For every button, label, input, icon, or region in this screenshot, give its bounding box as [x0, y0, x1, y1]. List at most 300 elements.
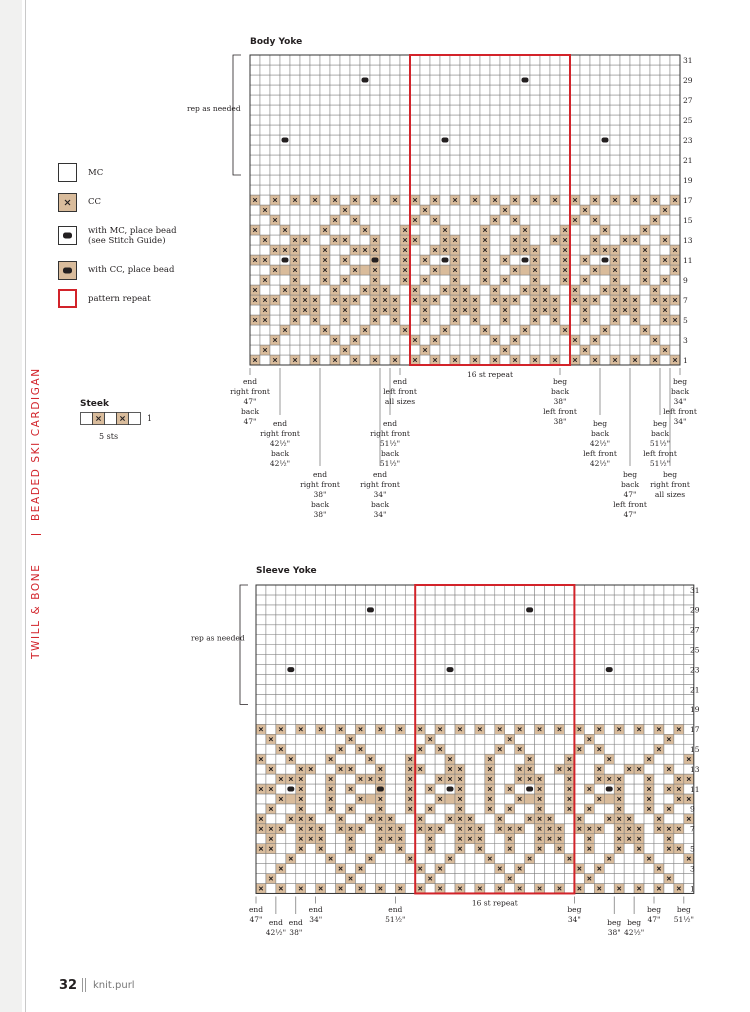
- mc-cell: [614, 874, 624, 884]
- mc-cell: [545, 764, 555, 774]
- mc-cell: [395, 605, 405, 615]
- mc-cell: [515, 814, 525, 824]
- mc-cell: [634, 794, 644, 804]
- mc-cell: [634, 784, 644, 794]
- mc-cell: [535, 694, 545, 704]
- mc-cell: [410, 325, 420, 335]
- mc-cell: [276, 675, 286, 685]
- mc-cell: [570, 305, 580, 315]
- mc-cell: [420, 185, 430, 195]
- mc-cell: [584, 764, 594, 774]
- mc-cell: [455, 744, 465, 754]
- mc-cell: [630, 335, 640, 345]
- mc-cell: [316, 665, 326, 675]
- mc-cell: [600, 215, 610, 225]
- mc-cell: [370, 115, 380, 125]
- mc-cell: [564, 675, 574, 685]
- mc-cell: [276, 685, 286, 695]
- mc-cell: [306, 864, 316, 874]
- mc-cell: [300, 355, 310, 365]
- mc-cell: [465, 884, 475, 894]
- mc-cell: [440, 145, 450, 155]
- mc-cell: [330, 145, 340, 155]
- mc-cell: [654, 625, 664, 635]
- mc-cell: [430, 145, 440, 155]
- mc-cell: [535, 864, 545, 874]
- mc-cell: [350, 325, 360, 335]
- mc-cell: [470, 235, 480, 245]
- mc-cell: [604, 834, 614, 844]
- mc-cell: [350, 125, 360, 135]
- mc-cell: [270, 225, 280, 235]
- mc-cell: [624, 605, 634, 615]
- mc-cell: [266, 635, 276, 645]
- mc-cell: [310, 285, 320, 295]
- mc-cell: [634, 754, 644, 764]
- mc-cell: [600, 315, 610, 325]
- mc-cell: [634, 814, 644, 824]
- mc-cell: [574, 675, 584, 685]
- row-number-label: 31: [690, 585, 700, 595]
- mc-cell: [380, 195, 390, 205]
- mc-cell: [405, 874, 415, 884]
- mc-cell: [400, 335, 410, 345]
- mc-cell: [505, 744, 515, 754]
- mc-cell: [674, 685, 684, 695]
- mc-cell: [555, 814, 565, 824]
- mc-cell: [490, 265, 500, 275]
- mc-cell: [320, 75, 330, 85]
- mc-cell: [310, 265, 320, 275]
- mc-cell: [634, 625, 644, 635]
- mc-cell: [564, 714, 574, 724]
- mc-cell: [465, 784, 475, 794]
- mc-cell: [385, 595, 395, 605]
- mc-cell: [624, 794, 634, 804]
- mc-cell: [510, 285, 520, 295]
- mc-cell: [670, 85, 680, 95]
- mc-cell: [440, 275, 450, 285]
- row-number-label: 7: [683, 295, 688, 305]
- mc-cell: [470, 325, 480, 335]
- mc-cell: [594, 804, 604, 814]
- mc-cell: [420, 95, 430, 105]
- mc-cell: [614, 764, 624, 774]
- mc-cell: [644, 814, 654, 824]
- mc-cell: [316, 685, 326, 695]
- mc-cell: [425, 724, 435, 734]
- mc-cell: [350, 345, 360, 355]
- mc-cell: [624, 854, 634, 864]
- mc-cell: [280, 65, 290, 75]
- mc-cell: [320, 295, 330, 305]
- mc-cell: [495, 854, 505, 864]
- mc-cell: [310, 135, 320, 145]
- mc-cell: [300, 135, 310, 145]
- mc-cell: [296, 864, 306, 874]
- mc-cell: [440, 195, 450, 205]
- mc-cell: [634, 685, 644, 695]
- mc-cell: [430, 155, 440, 165]
- mc-cell: [370, 75, 380, 85]
- mc-cell: [296, 744, 306, 754]
- mc-cell: [375, 694, 385, 704]
- mc-cell: [480, 75, 490, 85]
- mc-cell: [520, 345, 530, 355]
- mc-cell: [674, 704, 684, 714]
- row-number-label: 25: [683, 115, 693, 125]
- mc-cell: [326, 834, 336, 844]
- mc-cell: [620, 125, 630, 135]
- mc-cell: [505, 635, 515, 645]
- mc-cell: [435, 675, 445, 685]
- mc-cell: [400, 85, 410, 95]
- mc-cell: [266, 754, 276, 764]
- mc-cell: [670, 65, 680, 75]
- mc-cell: [650, 105, 660, 115]
- mc-cell: [570, 115, 580, 125]
- mc-cell: [515, 605, 525, 615]
- mc-cell: [570, 235, 580, 245]
- mc-cell: [380, 85, 390, 95]
- mc-cell: [316, 615, 326, 625]
- mc-cell: [425, 714, 435, 724]
- mc-cell: [320, 215, 330, 225]
- mc-cell: [485, 824, 495, 834]
- mc-cell: [300, 55, 310, 65]
- mc-cell: [336, 694, 346, 704]
- mc-cell: [640, 215, 650, 225]
- mc-cell: [385, 844, 395, 854]
- mc-cell: [306, 595, 316, 605]
- mc-cell: [435, 764, 445, 774]
- cc-cell: [604, 794, 614, 804]
- mc-cell: [266, 645, 276, 655]
- mc-cell: [250, 215, 260, 225]
- row-number-label: 21: [690, 685, 700, 695]
- mc-cell: [644, 595, 654, 605]
- mc-cell: [445, 744, 455, 754]
- mc-cell: [445, 694, 455, 704]
- mc-cell: [286, 734, 296, 744]
- mc-cell: [306, 744, 316, 754]
- mc-cell: [365, 635, 375, 645]
- mc-cell: [515, 685, 525, 695]
- mc-cell: [290, 205, 300, 215]
- mc-cell: [445, 714, 455, 724]
- mc-cell: [336, 595, 346, 605]
- mc-cell: [270, 65, 280, 75]
- mc-cell: [286, 685, 296, 695]
- mc-cell: [610, 205, 620, 215]
- mc-cell: [520, 205, 530, 215]
- mc-cell: [250, 75, 260, 85]
- mc-cell: [614, 734, 624, 744]
- mc-cell: [505, 724, 515, 734]
- mc-cell: [320, 195, 330, 205]
- mc-cell: [600, 75, 610, 85]
- mc-cell: [475, 854, 485, 864]
- mc-cell: [505, 774, 515, 784]
- mc-cell: [660, 335, 670, 345]
- mc-cell: [664, 814, 674, 824]
- mc-cell: [306, 615, 316, 625]
- mc-cell: [300, 145, 310, 155]
- mc-cell: [266, 774, 276, 784]
- mc-cell: [320, 315, 330, 325]
- mc-cell: [574, 615, 584, 625]
- mc-cell: [485, 834, 495, 844]
- mc-cell: [510, 345, 520, 355]
- mc-cell: [610, 85, 620, 95]
- mc-cell: [316, 774, 326, 784]
- mc-cell: [415, 665, 425, 675]
- mc-cell: [584, 625, 594, 635]
- mc-cell: [485, 625, 495, 635]
- mc-cell: [515, 615, 525, 625]
- mc-cell: [360, 185, 370, 195]
- mc-cell: [346, 585, 356, 595]
- mc-cell: [640, 145, 650, 155]
- mc-cell: [290, 345, 300, 355]
- mc-cell: [350, 255, 360, 265]
- mc-cell: [620, 145, 630, 155]
- mc-cell: [640, 345, 650, 355]
- mc-cell: [306, 794, 316, 804]
- mc-cell: [604, 734, 614, 744]
- mc-cell: [356, 754, 366, 764]
- mc-cell: [540, 315, 550, 325]
- mc-cell: [634, 615, 644, 625]
- mc-cell: [455, 704, 465, 714]
- row-number-label: 15: [683, 215, 693, 225]
- row-number-label: 3: [683, 335, 688, 345]
- mc-cell: [385, 864, 395, 874]
- mc-cell: [340, 335, 350, 345]
- mc-cell: [356, 704, 366, 714]
- mc-cell: [360, 165, 370, 175]
- sleeve-yoke-chart: [191, 585, 700, 914]
- mc-cell: [495, 774, 505, 784]
- mc-cell: [560, 285, 570, 295]
- mc-cell: [415, 685, 425, 695]
- mc-cell: [600, 125, 610, 135]
- mc-cell: [306, 804, 316, 814]
- mc-cell: [634, 714, 644, 724]
- mc-cell: [300, 205, 310, 215]
- mc-cell: [390, 65, 400, 75]
- mc-cell: [445, 615, 455, 625]
- mc-cell: [450, 215, 460, 225]
- mc-cell: [604, 844, 614, 854]
- row-number-label: 9: [690, 804, 695, 814]
- mc-cell: [350, 75, 360, 85]
- size-callout: end right front 38" back 38": [300, 470, 340, 519]
- mc-cell: [580, 225, 590, 235]
- mc-cell: [600, 275, 610, 285]
- mc-cell: [535, 734, 545, 744]
- mc-cell: [260, 75, 270, 85]
- mc-cell: [505, 655, 515, 665]
- sleeve-chart-title: Sleeve Yoke: [256, 566, 317, 576]
- mc-cell: [640, 305, 650, 315]
- mc-cell: [590, 275, 600, 285]
- mc-cell: [480, 155, 490, 165]
- mc-cell: [600, 175, 610, 185]
- mc-cell: [460, 175, 470, 185]
- bead-icon: [377, 786, 384, 791]
- mc-cell: [590, 125, 600, 135]
- mc-cell: [400, 305, 410, 315]
- mc-cell: [440, 65, 450, 75]
- mc-cell: [390, 345, 400, 355]
- mc-cell: [674, 814, 684, 824]
- mc-cell: [440, 335, 450, 345]
- mc-cell: [390, 75, 400, 85]
- mc-cell: [610, 55, 620, 65]
- mc-cell: [460, 85, 470, 95]
- mc-cell: [574, 655, 584, 665]
- mc-cell: [604, 704, 614, 714]
- mc-cell: [470, 335, 480, 345]
- mc-cell: [306, 854, 316, 864]
- mc-cell: [580, 195, 590, 205]
- mc-cell: [475, 615, 485, 625]
- mc-cell: [340, 135, 350, 145]
- mc-cell: [570, 175, 580, 185]
- mc-cell: [640, 355, 650, 365]
- mc-cell: [545, 864, 555, 874]
- mc-cell: [520, 305, 530, 315]
- mc-cell: [505, 605, 515, 615]
- mc-cell: [356, 764, 366, 774]
- mc-cell: [644, 764, 654, 774]
- mc-cell: [630, 185, 640, 195]
- mc-cell: [600, 165, 610, 175]
- mc-cell: [530, 155, 540, 165]
- mc-cell: [614, 704, 624, 714]
- mc-cell: [674, 585, 684, 595]
- mc-cell: [660, 155, 670, 165]
- mc-cell: [450, 165, 460, 175]
- mc-cell: [490, 115, 500, 125]
- mc-cell: [620, 255, 630, 265]
- mc-cell: [584, 714, 594, 724]
- mc-cell: [435, 665, 445, 675]
- mc-cell: [350, 145, 360, 155]
- mc-cell: [530, 225, 540, 235]
- cc-cell: [365, 794, 375, 804]
- mc-cell: [550, 245, 560, 255]
- mc-cell: [525, 625, 535, 635]
- rep-as-needed-label: rep as needed: [191, 633, 245, 643]
- mc-cell: [405, 834, 415, 844]
- mc-cell: [385, 854, 395, 864]
- mc-cell: [390, 105, 400, 115]
- cc-cell: [286, 794, 296, 804]
- mc-cell: [604, 764, 614, 774]
- mc-cell: [450, 145, 460, 155]
- mc-cell: [505, 884, 515, 894]
- mc-cell: [435, 754, 445, 764]
- mc-cell: [286, 864, 296, 874]
- mc-cell: [614, 675, 624, 685]
- mc-cell: [306, 655, 316, 665]
- row-number-label: 13: [683, 235, 693, 245]
- mc-cell: [520, 85, 530, 95]
- mc-cell: [560, 205, 570, 215]
- mc-cell: [395, 655, 405, 665]
- mc-cell: [380, 125, 390, 135]
- mc-cell: [390, 265, 400, 275]
- mc-cell: [564, 824, 574, 834]
- mc-cell: [630, 225, 640, 235]
- mc-cell: [410, 105, 420, 115]
- mc-cell: [580, 245, 590, 255]
- mc-cell: [530, 185, 540, 195]
- mc-cell: [664, 585, 674, 595]
- mc-cell: [650, 325, 660, 335]
- bead-icon: [522, 78, 529, 83]
- mc-cell: [260, 65, 270, 75]
- mc-cell: [624, 704, 634, 714]
- mc-cell: [395, 764, 405, 774]
- mc-cell: [350, 225, 360, 235]
- mc-cell: [590, 65, 600, 75]
- mc-cell: [480, 185, 490, 195]
- mc-cell: [280, 75, 290, 85]
- mc-cell: [510, 125, 520, 135]
- mc-cell: [296, 655, 306, 665]
- mc-cell: [644, 874, 654, 884]
- mc-cell: [530, 55, 540, 65]
- mc-cell: [276, 714, 286, 724]
- mc-cell: [630, 135, 640, 145]
- mc-cell: [360, 105, 370, 115]
- mc-cell: [475, 625, 485, 635]
- mc-cell: [256, 804, 266, 814]
- mc-cell: [390, 325, 400, 335]
- mc-cell: [425, 595, 435, 605]
- mc-cell: [260, 355, 270, 365]
- mc-cell: [604, 724, 614, 734]
- mc-cell: [670, 205, 680, 215]
- mc-cell: [336, 704, 346, 714]
- mc-cell: [440, 315, 450, 325]
- mc-cell: [440, 105, 450, 115]
- mc-cell: [460, 255, 470, 265]
- mc-cell: [525, 744, 535, 754]
- mc-cell: [326, 645, 336, 655]
- steek-stitches-label: 5 sts: [99, 432, 119, 441]
- mc-cell: [405, 884, 415, 894]
- mc-cell: [590, 105, 600, 115]
- mc-cell: [370, 125, 380, 135]
- mc-cell: [256, 675, 266, 685]
- mc-cell: [475, 694, 485, 704]
- mc-cell: [515, 834, 525, 844]
- mc-cell: [470, 265, 480, 275]
- mc-cell: [445, 724, 455, 734]
- mc-cell: [614, 605, 624, 615]
- mc-cell: [495, 704, 505, 714]
- mc-cell: [600, 145, 610, 155]
- mc-cell: [286, 724, 296, 734]
- mc-cell: [634, 874, 644, 884]
- mc-cell: [430, 75, 440, 85]
- mc-cell: [380, 145, 390, 155]
- mc-cell: [415, 874, 425, 884]
